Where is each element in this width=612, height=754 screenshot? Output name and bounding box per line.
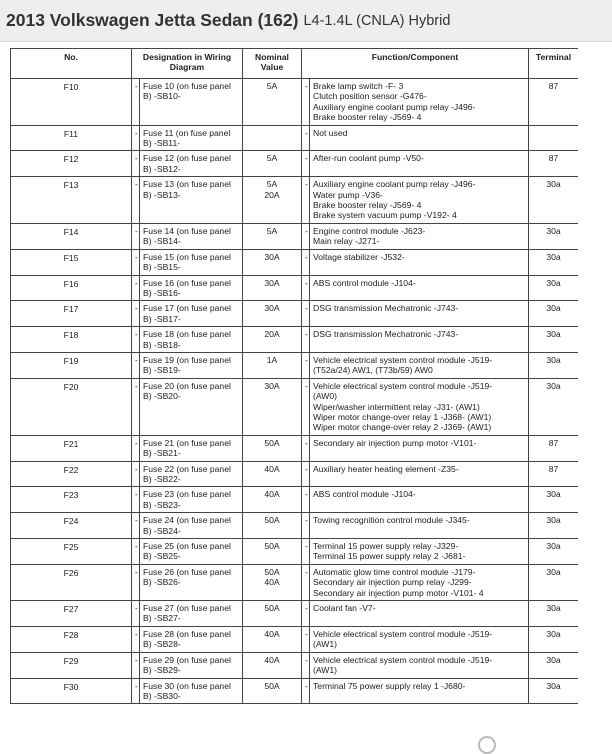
nominal-value: 20A [264, 329, 280, 340]
table-row [11, 301, 579, 327]
header-terminal: Terminal [529, 49, 579, 79]
table-row [11, 327, 579, 353]
fuse-number: F25 [11, 539, 132, 565]
bullet-dash: - [132, 378, 140, 435]
function-line: Secondary air injection pump motor -V101- 4 [313, 587, 484, 598]
bullet-dash: - [132, 177, 140, 224]
nominal-value: 50A [264, 515, 280, 526]
table-row [11, 275, 579, 301]
bullet-dash: - [302, 275, 310, 301]
terminal-cell: 30a [529, 301, 579, 327]
nominal-value: 20A [264, 189, 280, 200]
designation-line: B) -SB27- [143, 613, 181, 624]
nominal-value-cell [243, 487, 302, 513]
nominal-value-cell [243, 352, 302, 378]
function-cell [310, 352, 529, 378]
fuse-number: F13 [11, 177, 132, 224]
terminal-cell: 30a [529, 352, 579, 378]
bullet-dash: - [302, 487, 310, 513]
nominal-value-cell [243, 435, 302, 461]
bullet-dash: - [302, 564, 310, 600]
designation-line: B) -SB25- [143, 551, 181, 562]
function-line: Terminal 15 power supply relay -J329- [313, 541, 459, 552]
function-cell [310, 601, 529, 627]
bullet-dash: - [302, 125, 310, 151]
designation-cell [140, 378, 243, 435]
function-line: Auxiliary engine coolant pump relay -J496- [313, 179, 476, 190]
page-header [0, 0, 612, 42]
function-cell [310, 249, 529, 275]
nominal-value: 40A [264, 654, 280, 665]
terminal-cell: 87 [529, 435, 579, 461]
designation-cell [140, 435, 243, 461]
function-line: (AW1) [313, 665, 338, 676]
nominal-value-cell [243, 626, 302, 652]
designation-cell [140, 564, 243, 600]
fuse-number: F14 [11, 223, 132, 249]
designation-cell [140, 652, 243, 678]
designation-cell [140, 626, 243, 652]
bullet-dash: - [132, 564, 140, 600]
table-row [11, 151, 579, 177]
function-line: After-run coolant pump -V50- [313, 153, 424, 164]
function-line: Brake booster relay -J569- 4 [313, 200, 422, 211]
designation-cell [140, 275, 243, 301]
bullet-dash: - [302, 301, 310, 327]
designation-line: B) -SB10- [143, 91, 181, 102]
fuse-number: F20 [11, 378, 132, 435]
function-line: Engine control module -J623- [313, 225, 426, 236]
function-line: DSG transmission Mechatronic -J743- [313, 329, 459, 340]
designation-cell [140, 301, 243, 327]
designation-line: Fuse 14 (on fuse panel [143, 225, 231, 236]
nominal-value-cell [243, 652, 302, 678]
nominal-value-cell [243, 79, 302, 126]
terminal-cell: 30a [529, 601, 579, 627]
designation-line: Fuse 15 (on fuse panel [143, 251, 231, 262]
fuse-number: F29 [11, 652, 132, 678]
designation-line: B) -SB15- [143, 262, 181, 273]
designation-line: B) -SB24- [143, 525, 181, 536]
header-nominal-value: Nominal Value [243, 49, 302, 79]
function-cell [310, 378, 529, 435]
nominal-value: 40A [264, 628, 280, 639]
fuse-number: F19 [11, 352, 132, 378]
designation-cell [140, 513, 243, 539]
nominal-value: 50A [264, 541, 280, 552]
designation-cell [140, 79, 243, 126]
bullet-dash: - [132, 275, 140, 301]
function-line: Vehicle electrical system control module -J519- [313, 380, 493, 391]
designation-line: B) -SB20- [143, 391, 181, 402]
fuse-table [10, 48, 578, 704]
nominal-value: 1A [266, 354, 278, 365]
terminal-cell: 30a [529, 327, 579, 353]
function-line: (T52a/24) AW1, (T73b/59) AW0 [313, 365, 433, 376]
function-cell [310, 435, 529, 461]
designation-cell [140, 223, 243, 249]
designation-line: B) -SB14- [143, 236, 181, 247]
page-subtitle: L4-1.4L (CNLA) Hybrid [303, 12, 451, 29]
nominal-value-cell [243, 177, 302, 224]
bullet-dash: - [302, 539, 310, 565]
function-line: Secondary air injection pump relay -J299- [313, 577, 472, 588]
bullet-dash: - [302, 223, 310, 249]
function-cell [310, 79, 529, 126]
designation-line: B) -SB23- [143, 499, 181, 510]
function-line: Coolant fan -V7- [313, 603, 376, 614]
table-row [11, 601, 579, 627]
table-row [11, 177, 579, 224]
designation-line: B) -SB13- [143, 189, 181, 200]
function-cell [310, 301, 529, 327]
nominal-value: 40A [264, 577, 280, 588]
designation-line: Fuse 26 (on fuse panel [143, 566, 231, 577]
nominal-value-cell [243, 601, 302, 627]
table-row [11, 125, 579, 151]
fuse-number: F18 [11, 327, 132, 353]
nominal-value: 50A [264, 603, 280, 614]
bullet-dash: - [302, 352, 310, 378]
function-cell [310, 678, 529, 704]
fuse-number: F11 [11, 125, 132, 151]
table-row [11, 352, 579, 378]
bullet-dash: - [302, 378, 310, 435]
nominal-value-cell [243, 223, 302, 249]
bullet-dash: - [132, 461, 140, 487]
bullet-dash: - [302, 151, 310, 177]
function-line: Auxiliary engine coolant pump relay -J496- [313, 101, 476, 112]
function-cell [310, 275, 529, 301]
function-cell [310, 626, 529, 652]
fuse-number: F24 [11, 513, 132, 539]
function-cell [310, 461, 529, 487]
bullet-dash: - [302, 79, 310, 126]
function-line: Towing recognition control module -J345- [313, 515, 470, 526]
table-row [11, 249, 579, 275]
nominal-value: 50A [264, 680, 280, 691]
table-row [11, 678, 579, 704]
designation-cell [140, 601, 243, 627]
function-line: Terminal 15 power supply relay 2 -J681- [313, 551, 466, 562]
function-cell [310, 652, 529, 678]
fuse-number: F27 [11, 601, 132, 627]
terminal-cell: 30a [529, 652, 579, 678]
bullet-dash: - [132, 352, 140, 378]
terminal-cell: 30a [529, 539, 579, 565]
nominal-value-cell [243, 125, 302, 151]
table-header-row [11, 49, 579, 79]
designation-line: Fuse 24 (on fuse panel [143, 515, 231, 526]
designation-cell [140, 539, 243, 565]
designation-cell [140, 487, 243, 513]
nominal-value-cell [243, 249, 302, 275]
fuse-number: F26 [11, 564, 132, 600]
function-line: Automatic glow time control module -J179- [313, 566, 476, 577]
nominal-value: 50A [264, 437, 280, 448]
designation-cell [140, 177, 243, 224]
terminal-cell: 30a [529, 177, 579, 224]
bullet-dash: - [302, 461, 310, 487]
table-row [11, 626, 579, 652]
terminal-cell: 30a [529, 275, 579, 301]
terminal-cell: 87 [529, 461, 579, 487]
bullet-dash: - [302, 435, 310, 461]
designation-line: B) -SB29- [143, 665, 181, 676]
bullet-dash: - [132, 601, 140, 627]
designation-line: Fuse 23 (on fuse panel [143, 489, 231, 500]
fuse-number: F22 [11, 461, 132, 487]
table-row [11, 513, 579, 539]
designation-line: B) -SB12- [143, 163, 181, 174]
function-line: Wiper/washer intermittent relay -J31- (AW1) [313, 401, 480, 412]
bullet-dash: - [302, 678, 310, 704]
bullet-dash: - [132, 539, 140, 565]
table-row [11, 487, 579, 513]
bullet-dash: - [132, 79, 140, 126]
function-line: Voltage stabilizer -J532- [313, 251, 405, 262]
function-line: Brake booster relay -J569- 4 [313, 112, 422, 123]
bullet-dash: - [132, 151, 140, 177]
bullet-dash: - [302, 327, 310, 353]
designation-line: Fuse 18 (on fuse panel [143, 329, 231, 340]
bullet-dash: - [302, 601, 310, 627]
bullet-dash: - [302, 626, 310, 652]
function-cell [310, 125, 529, 151]
scroll-indicator-icon [478, 736, 496, 754]
designation-cell [140, 352, 243, 378]
designation-line: Fuse 19 (on fuse panel [143, 354, 231, 365]
function-line: Brake lamp switch -F- 3 [313, 81, 404, 91]
designation-cell [140, 151, 243, 177]
nominal-value: 30A [264, 277, 280, 288]
function-line: ABS control module -J104- [313, 277, 416, 288]
nominal-value-cell [243, 151, 302, 177]
nominal-value-cell [243, 461, 302, 487]
designation-line: Fuse 12 (on fuse panel [143, 153, 231, 164]
fuse-number: F12 [11, 151, 132, 177]
designation-line: B) -SB18- [143, 339, 181, 350]
function-line: Wiper motor change-over relay 1 -J368- (AW1) [313, 411, 492, 422]
function-line: Clutch position sensor -G476- [313, 91, 427, 102]
designation-cell [140, 461, 243, 487]
table-row [11, 564, 579, 600]
terminal-cell: 30a [529, 564, 579, 600]
function-line: ABS control module -J104- [313, 489, 416, 500]
fuse-number: F16 [11, 275, 132, 301]
function-line: Wiper motor change-over relay 2 -J369- (AW1) [313, 422, 492, 433]
bullet-dash: - [132, 327, 140, 353]
bullet-dash: - [132, 249, 140, 275]
designation-line: Fuse 13 (on fuse panel [143, 179, 231, 190]
function-line: (AW0) [313, 391, 338, 402]
function-line: DSG transmission Mechatronic -J743- [313, 303, 459, 314]
designation-cell [140, 327, 243, 353]
designation-line: B) -SB21- [143, 448, 181, 459]
fuse-number: F23 [11, 487, 132, 513]
designation-line: B) -SB17- [143, 313, 181, 324]
table-row [11, 79, 579, 126]
nominal-value-cell [243, 378, 302, 435]
nominal-value: 5A [266, 225, 278, 236]
designation-line: B) -SB30- [143, 690, 181, 701]
function-line: Secondary air injection pump motor -V101- [313, 437, 477, 448]
designation-cell [140, 678, 243, 704]
function-line: (AW1) [313, 639, 338, 650]
header-function: Function/Component [302, 49, 529, 79]
terminal-cell: 30a [529, 487, 579, 513]
terminal-cell: 87 [529, 151, 579, 177]
fuse-number: F21 [11, 435, 132, 461]
fuse-number: F15 [11, 249, 132, 275]
function-cell [310, 564, 529, 600]
designation-line: Fuse 16 (on fuse panel [143, 277, 231, 288]
designation-line: Fuse 30 (on fuse panel [143, 680, 231, 691]
designation-line: Fuse 28 (on fuse panel [143, 628, 231, 639]
bullet-dash: - [132, 435, 140, 461]
function-line: Main relay -J271- [313, 236, 380, 247]
table-row [11, 223, 579, 249]
nominal-value: 50A [264, 566, 280, 577]
nominal-value-cell [243, 678, 302, 704]
function-line: Not used [313, 127, 348, 138]
nominal-value: 30A [264, 380, 280, 391]
designation-cell [140, 125, 243, 151]
table-row [11, 435, 579, 461]
function-cell [310, 151, 529, 177]
function-cell [310, 513, 529, 539]
function-cell [310, 539, 529, 565]
designation-line: B) -SB16- [143, 287, 181, 298]
function-line: Auxiliary heater heating element -Z35- [313, 463, 459, 474]
header-designation: Designation in Wiring Diagram [132, 49, 243, 79]
designation-line: Fuse 29 (on fuse panel [143, 654, 231, 665]
nominal-value-cell [243, 275, 302, 301]
nominal-value: 5A [266, 81, 278, 91]
designation-line: Fuse 25 (on fuse panel [143, 541, 231, 552]
designation-line: B) -SB28- [143, 639, 181, 650]
function-line: Vehicle electrical system control module -J519- [313, 354, 493, 365]
designation-line: B) -SB22- [143, 474, 181, 484]
designation-line: Fuse 11 (on fuse panel [143, 127, 231, 138]
designation-line: Fuse 17 (on fuse panel [143, 303, 231, 314]
nominal-value-cell [243, 327, 302, 353]
nominal-value: 30A [264, 251, 280, 262]
nominal-value-cell [243, 564, 302, 600]
table-row [11, 539, 579, 565]
function-cell [310, 487, 529, 513]
function-cell [310, 223, 529, 249]
bullet-dash: - [132, 678, 140, 704]
nominal-value: 30A [264, 303, 280, 314]
function-line: Water pump -V36- [313, 189, 383, 200]
designation-line: Fuse 10 (on fuse panel [143, 81, 231, 91]
designation-line: Fuse 20 (on fuse panel [143, 380, 231, 391]
function-line: Brake system vacuum pump -V192- 4 [313, 210, 457, 221]
bullet-dash: - [132, 301, 140, 327]
header-no: No. [11, 49, 132, 79]
designation-line: B) -SB26- [143, 577, 181, 588]
nominal-value-cell [243, 513, 302, 539]
fuse-number: F28 [11, 626, 132, 652]
fuse-number: F10 [11, 79, 132, 126]
bullet-dash: - [302, 249, 310, 275]
fuse-number: F30 [11, 678, 132, 704]
table-row [11, 378, 579, 435]
bullet-dash: - [132, 652, 140, 678]
fuse-number: F17 [11, 301, 132, 327]
bullet-dash: - [302, 652, 310, 678]
nominal-value-cell [243, 539, 302, 565]
bullet-dash: - [132, 125, 140, 151]
terminal-cell: 30a [529, 249, 579, 275]
nominal-value-cell [243, 301, 302, 327]
designation-line: Fuse 27 (on fuse panel [143, 603, 231, 614]
nominal-value: 40A [264, 463, 280, 474]
terminal-cell: 30a [529, 223, 579, 249]
terminal-cell [529, 125, 579, 151]
designation-cell [140, 249, 243, 275]
terminal-cell: 30a [529, 513, 579, 539]
nominal-value: 40A [264, 489, 280, 500]
designation-line: Fuse 21 (on fuse panel [143, 437, 231, 448]
designation-line: B) -SB11- [143, 138, 181, 149]
table-row [11, 461, 579, 487]
terminal-cell: 30a [529, 378, 579, 435]
designation-line: Fuse 22 (on fuse panel [143, 463, 231, 474]
function-line: Vehicle electrical system control module -J519- [313, 654, 493, 665]
bullet-dash: - [132, 487, 140, 513]
function-line: Vehicle electrical system control module -J519- [313, 628, 493, 639]
bullet-dash: - [132, 223, 140, 249]
fuse-table-body [11, 79, 579, 704]
page-title: 2013 Volkswagen Jetta Sedan (162) [6, 10, 299, 30]
nominal-value: 5A [266, 179, 278, 190]
function-cell [310, 177, 529, 224]
table-row [11, 652, 579, 678]
terminal-cell: 87 [529, 79, 579, 126]
designation-line: B) -SB19- [143, 365, 181, 376]
bullet-dash: - [302, 177, 310, 224]
terminal-cell: 30a [529, 678, 579, 704]
bullet-dash: - [132, 626, 140, 652]
bullet-dash: - [302, 513, 310, 539]
function-cell [310, 327, 529, 353]
nominal-value: 5A [266, 153, 278, 164]
terminal-cell: 30a [529, 626, 579, 652]
fuse-table-sheet [10, 48, 578, 748]
function-line: Terminal 75 power supply relay 1 -J680- [313, 680, 466, 691]
bullet-dash: - [132, 513, 140, 539]
